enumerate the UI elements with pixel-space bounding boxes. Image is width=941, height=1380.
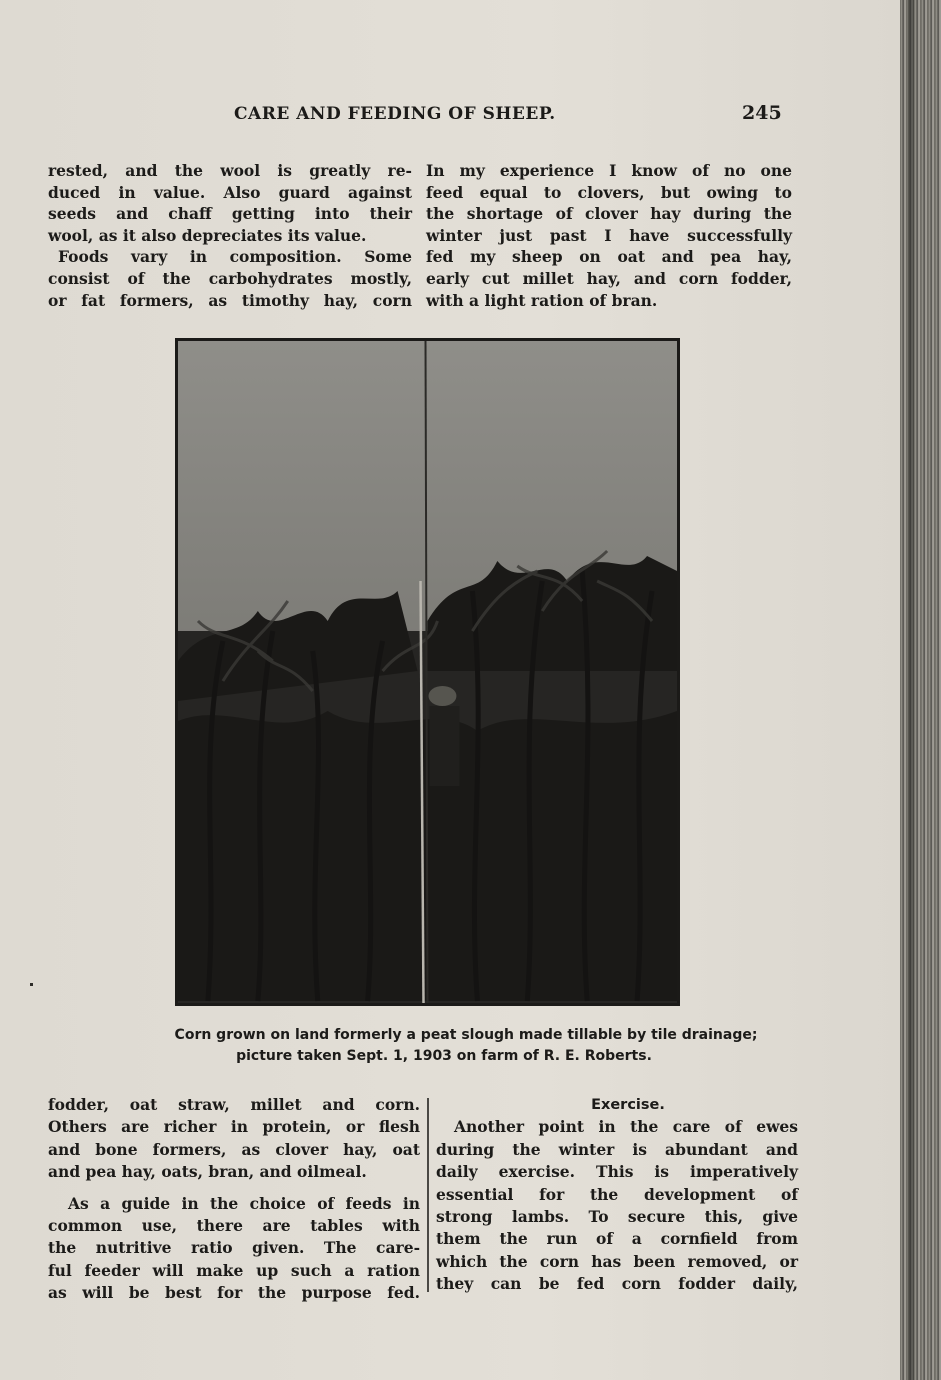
text-line: and bone formers, as clover hay, oat [48,1139,420,1159]
top-right-column [426,160,792,311]
text-line: rested, and the wool is greatly re- [48,161,412,180]
text-line: fodder, oat straw, millet and corn. [48,1095,420,1114]
text-line: seeds and chaff getting into their [48,204,412,224]
text-line: strong lambs. To secure this, give [436,1206,798,1226]
bottom-right-column [436,1094,798,1296]
text-line: Foods vary in composition. Some [58,247,412,267]
text-line: they can be fed corn fodder daily, [436,1274,798,1294]
text-line: wool, as it also depreciates its value. [48,225,367,245]
text-line: In my experience I know of no one [426,161,792,180]
top-left-column [48,160,412,311]
running-title: CARE AND FEEDING OF SHEEP. [234,104,556,124]
text-line: fed my sheep on oat and pea hay, [426,247,792,267]
text-line: consist of the carbohydrates mostly, [48,268,412,288]
margin-speck [30,983,33,986]
page-header [0,104,900,134]
text-line: feed equal to clovers, but owing to [426,182,792,202]
page-number: 245 [742,102,782,124]
book-binding-edge [900,0,941,1380]
text-line: winter just past I have successfully [426,225,792,245]
photo-caption-line-1: Corn grown on land formerly a peat slough made tillable by tile drainage; [174,1027,758,1043]
photo-caption-line-2: picture taken Sept. 1, 1903 on farm of R. E. Roberts. [236,1048,652,1064]
text-line: the shortage of clover hay during the [426,204,792,224]
text-line: daily exercise. This is imperatively [436,1162,798,1182]
text-line: Another point in the care of ewes [454,1117,798,1137]
text-line: common use, there are tables with [48,1215,420,1235]
bottom-left-column [48,1094,420,1305]
text-line: early cut millet hay, and corn fodder, [426,268,792,288]
text-line: and pea hay, oats, bran, and oilmeal. [48,1162,367,1182]
text-line: with a light ration of bran. [426,290,658,310]
text-line: during the winter is abundant and [436,1139,798,1159]
text-line: essential for the development of [436,1184,798,1204]
text-line: the nutritive ratio given. The care- [48,1238,420,1258]
paragraph-gap [48,1184,420,1193]
text-line: As a guide in the choice of feeds in [68,1193,420,1213]
text-line: ful feeder will make up such a ration [48,1260,420,1280]
text-line: which the corn has been removed, or [436,1251,798,1271]
column-divider [427,1098,429,1292]
corn-field-illustration [178,341,677,1003]
text-line: duced in value. Also guard against [48,182,412,202]
text-line: as will be best for the purpose fed. [48,1283,420,1303]
text-line: Others are richer in protein, or flesh [48,1117,420,1137]
exercise-heading: Exercise. [591,1097,665,1113]
corn-field-photo [175,338,680,1006]
text-line: or fat formers, as timothy hay, corn [48,290,412,310]
text-line: them the run of a cornfield from [436,1229,798,1249]
